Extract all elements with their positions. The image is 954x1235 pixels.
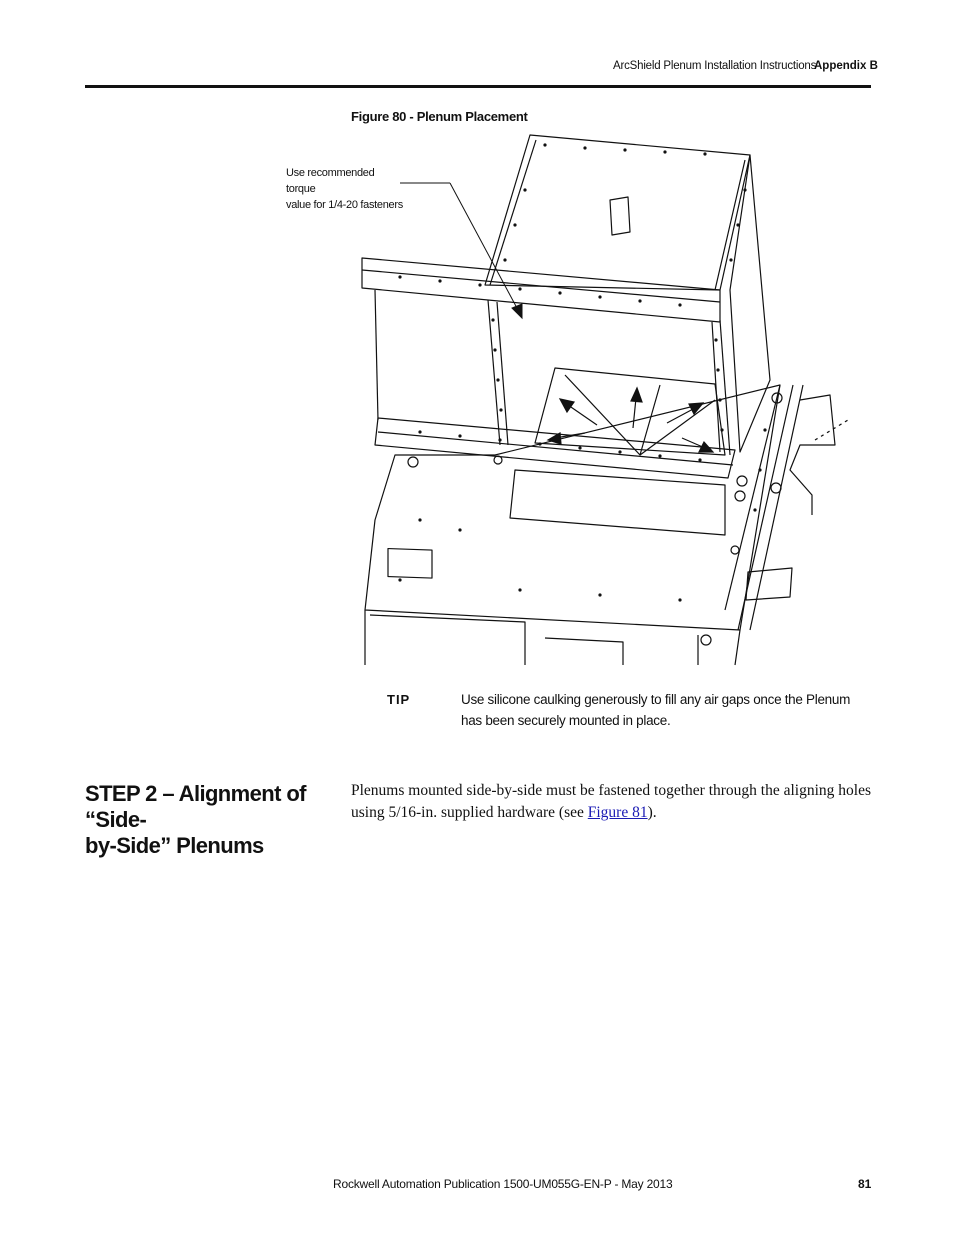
- plenum-top-frame: [362, 258, 720, 322]
- tip-text: Use silicone caulking generously to fill any air gaps once the Plenum has been securely mounted in place.: [461, 692, 851, 728]
- running-header-title: ArcShield Plenum Installation Instructions: [613, 60, 817, 72]
- section-heading-line1: STEP 2 – Alignment of “Side-: [85, 781, 306, 832]
- section-heading-line2: by-Side” Plenums: [85, 833, 264, 858]
- figure-81-link[interactable]: Figure 81: [587, 804, 648, 821]
- body-text-start: Plenums mounted side-by-side must be fastened together through the aligning holes using 5/16-in. supplied hardware (see: [351, 782, 872, 821]
- section-body: [351, 780, 871, 824]
- section-heading: [85, 781, 335, 859]
- tip-label: TIP: [387, 692, 411, 707]
- torque-callout-line2: value for 1/4-20 fasteners: [286, 199, 403, 211]
- body-text-end: ).: [647, 804, 657, 821]
- footer-publication: Rockwell Automation Publication 1500-UM055G-EN-P - May 2013: [333, 1177, 673, 1191]
- header-rule: [85, 85, 871, 88]
- torque-callout: [286, 165, 406, 213]
- plenum-back-panel: [485, 135, 750, 290]
- figure-caption: Figure 80 - Plenum Placement: [351, 109, 528, 124]
- running-header-appendix: Appendix B: [814, 60, 878, 72]
- page-number: 81: [858, 1177, 872, 1191]
- lower-duct: [510, 470, 725, 535]
- torque-callout-line1: Use recommended torque: [286, 167, 375, 195]
